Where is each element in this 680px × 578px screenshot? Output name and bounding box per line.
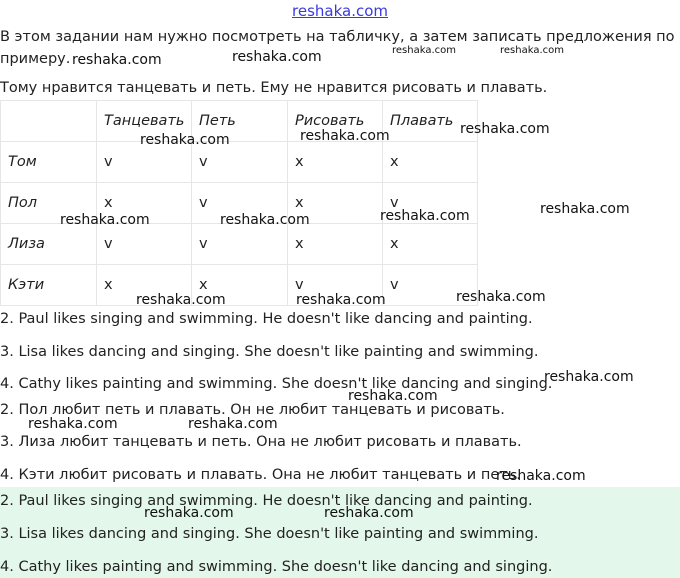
watermark: reshaka.com [60, 212, 150, 228]
watermark: reshaka.com [460, 121, 550, 137]
table-header-cell: Рисовать [288, 101, 383, 142]
table-cell: v [288, 265, 383, 306]
russian-sentence: 3. Лиза любит танцевать и петь. Она не любит рисовать и плавать. [0, 434, 522, 450]
table-cell: v [97, 224, 192, 265]
table-header-cell: Танцевать [97, 101, 192, 142]
table-cell: x [383, 224, 478, 265]
row-name-cell: Том [1, 142, 97, 183]
table-cell: x [97, 265, 192, 306]
watermark: reshaka.com [496, 468, 586, 484]
watermark: reshaka.com [232, 49, 322, 65]
table-cell: x [97, 183, 192, 224]
watermark: reshaka.com [500, 45, 564, 56]
russian-sentence: 4. Кэти любит рисовать и плавать. Она не любит танцевать и петь. [0, 467, 521, 483]
row-name-cell: Кэти [1, 265, 97, 306]
site-logo-link[interactable]: reshaka.com [292, 2, 388, 20]
watermark: reshaka.com [188, 416, 278, 432]
table-cell: x [288, 142, 383, 183]
watermark: reshaka.com [456, 289, 546, 305]
watermark: reshaka.com [324, 505, 414, 521]
english-sentence: 4. Cathy likes painting and swimming. She doesn't like dancing and singing. [0, 376, 553, 392]
table-cell: x [192, 265, 288, 306]
table-cell: v [383, 265, 478, 306]
russian-sentence: 2. Пол любит петь и плавать. Он не любит танцевать и рисовать. [0, 402, 505, 418]
watermark: reshaka.com [28, 416, 118, 432]
watermark: reshaka.com [544, 369, 634, 385]
preferences-table [0, 100, 478, 306]
table-header-row [1, 101, 478, 142]
example-sentence: Тому нравится танцевать и петь. Ему не нравится рисовать и плавать. [0, 80, 548, 96]
watermark: reshaka.com [380, 208, 470, 224]
table-cell: v [97, 142, 192, 183]
watermark: reshaka.com [540, 201, 630, 217]
watermark: reshaka.com [392, 45, 456, 56]
watermark: reshaka.com [300, 128, 390, 144]
table-row [1, 142, 478, 183]
table-cell: x [288, 183, 383, 224]
table-cell: v [192, 183, 288, 224]
table-cell: v [192, 224, 288, 265]
watermark: reshaka.com [136, 292, 226, 308]
watermark: reshaka.com [348, 388, 438, 404]
english-sentence: 3. Lisa likes dancing and singing. She doesn't like painting and swimming. [0, 344, 539, 360]
row-name-cell: Пол [1, 183, 97, 224]
watermark: reshaka.com [140, 132, 230, 148]
watermark: reshaka.com [72, 52, 162, 68]
answer-line: 4. Cathy likes painting and swimming. She doesn't like dancing and singing. [0, 559, 553, 575]
watermark: reshaka.com [296, 292, 386, 308]
table-row [1, 265, 478, 306]
table-header-cell [1, 101, 97, 142]
table-row [1, 224, 478, 265]
table-header-cell: Плавать [383, 101, 478, 142]
english-sentence: 2. Paul likes singing and swimming. He doesn't like dancing and painting. [0, 311, 533, 327]
table-header-cell: Петь [192, 101, 288, 142]
row-name-cell: Лиза [1, 224, 97, 265]
intro-text: В этом задании нам нужно посмотреть на табличку, а затем записать предложения по примеру. [0, 29, 675, 67]
table-cell: v [192, 142, 288, 183]
answer-line: 3. Lisa likes dancing and singing. She doesn't like painting and swimming. [0, 526, 539, 542]
table-cell: x [288, 224, 383, 265]
table-cell: x [383, 142, 478, 183]
answer-line: 2. Paul likes singing and swimming. He doesn't like dancing and painting. [0, 493, 533, 509]
table-cell: v [383, 183, 478, 224]
watermark: reshaka.com [144, 505, 234, 521]
watermark: reshaka.com [220, 212, 310, 228]
